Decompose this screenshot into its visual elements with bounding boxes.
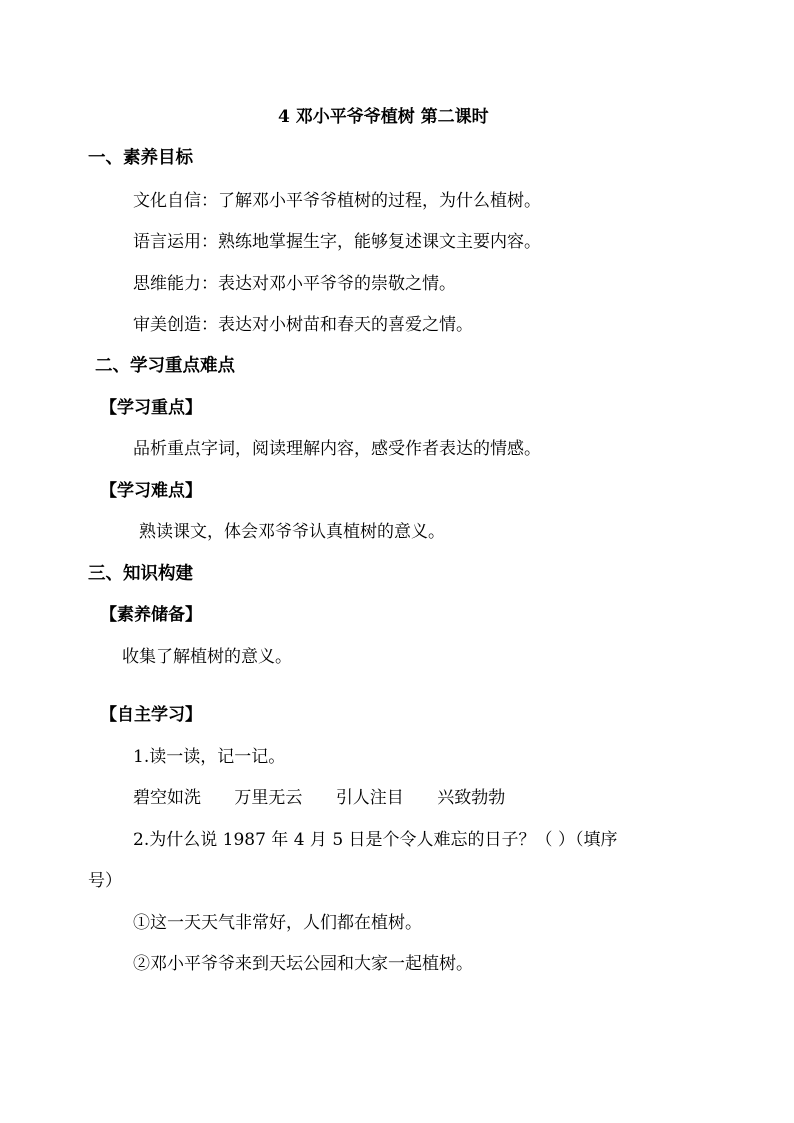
goal-aesthetic: 审美创造：表达对小树苗和春天的喜爱之情。 <box>133 315 473 335</box>
word-item: 引人注目 <box>335 788 404 808</box>
word-item: 万里无云 <box>234 788 303 808</box>
question-2-continued: 号） <box>88 871 122 891</box>
lesson-title: 4 邓小平爷爷植树 第二课时 <box>278 107 489 127</box>
word-item: 兴致勃勃 <box>437 788 506 808</box>
self-study-label: 【自主学习】 <box>100 705 202 725</box>
prep-text: 收集了解植树的意义。 <box>122 647 292 667</box>
question-1: 1.读一读，记一记。 <box>133 747 286 767</box>
section-heading-goals: 一、素养目标 <box>88 148 193 168</box>
prep-label: 【素养储备】 <box>100 605 202 625</box>
option-2: ②邓小平爷爷来到天坛公园和大家一起植树。 <box>133 954 473 974</box>
question-2: 2.为什么说 1987 年 4 月 5 日是个令人难忘的日子？（ ）（填序 <box>133 830 618 850</box>
section-heading-knowledge: 三、知识构建 <box>88 564 193 584</box>
word-item: 碧空如洗 <box>133 788 201 808</box>
goal-culture: 文化自信：了解邓小平爷爷植树的过程，为什么植树。 <box>133 191 541 211</box>
difficulty-label: 【学习难点】 <box>100 481 202 501</box>
word-list <box>133 787 533 809</box>
focus-text: 品析重点字词，阅读理解内容，感受作者表达的情感。 <box>133 439 541 459</box>
focus-label: 【学习重点】 <box>100 398 202 418</box>
goal-language: 语言运用：熟练地掌握生字，能够复述课文主要内容。 <box>133 232 541 252</box>
section-heading-focus: 二、学习重点难点 <box>95 356 235 376</box>
goal-thinking: 思维能力：表达对邓小平爷爷的崇敬之情。 <box>133 274 456 294</box>
difficulty-text: 熟读课文，体会邓爷爷认真植树的意义。 <box>139 522 445 542</box>
option-1: ①这一天天气非常好，人们都在植树。 <box>133 913 422 933</box>
